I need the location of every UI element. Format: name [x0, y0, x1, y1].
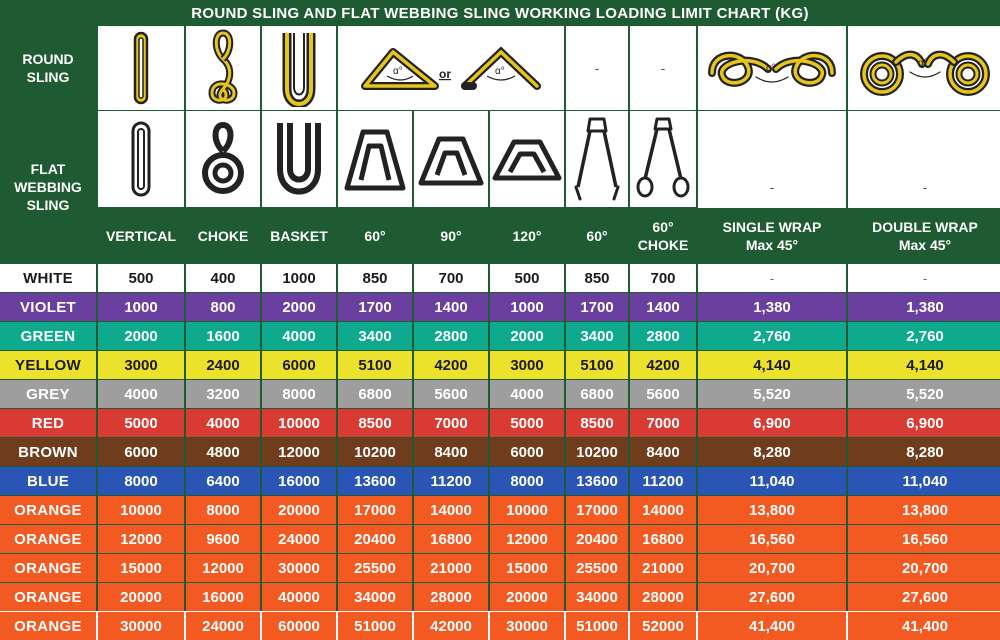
table-cell: 2,760	[848, 322, 1000, 350]
row-label: WHITE	[0, 264, 96, 292]
table-cell: 3200	[186, 380, 260, 408]
table-cell: 25500	[338, 554, 412, 582]
table-cell: 2800	[414, 322, 488, 350]
table-cell: 4,140	[698, 351, 846, 379]
col-head-120: 120°	[490, 208, 564, 263]
table-cell: 16,560	[698, 525, 846, 553]
table-cell: 2000	[490, 322, 564, 350]
table-cell: 28000	[414, 583, 488, 611]
row-label: GREY	[0, 380, 96, 408]
table-cell: 4800	[186, 438, 260, 466]
table-cell: 4000	[262, 322, 336, 350]
flat-90-icon	[414, 111, 488, 207]
table-cell: 25500	[566, 554, 628, 582]
table-cell: 4000	[186, 409, 260, 437]
table-cell: 5,520	[698, 380, 846, 408]
table-cell: 20,700	[848, 554, 1000, 582]
flat-bridle-60-icon	[566, 111, 628, 207]
table-cell: 1700	[338, 293, 412, 321]
row-label: VIOLET	[0, 293, 96, 321]
row-label: RED	[0, 409, 96, 437]
table-cell: 5000	[490, 409, 564, 437]
table-cell: 52000	[630, 612, 696, 640]
alpha-label-right: α°	[495, 66, 505, 77]
table-cell: 1,380	[848, 293, 1000, 321]
table-cell: 1400	[414, 293, 488, 321]
col-head-choke: CHOKE	[186, 208, 260, 263]
table-cell: 700	[414, 264, 488, 292]
table-cell: 17000	[566, 496, 628, 524]
table-cell: 60000	[262, 612, 336, 640]
flat-dash-single-wrap: -	[698, 111, 846, 263]
table-cell: 6,900	[698, 409, 846, 437]
table-cell: 51000	[566, 612, 628, 640]
table-cell: 4000	[98, 380, 184, 408]
table-cell: 42000	[414, 612, 488, 640]
table-cell: 1700	[566, 293, 628, 321]
table-cell: 30000	[262, 554, 336, 582]
table-cell: 8000	[490, 467, 564, 495]
table-cell: 4200	[630, 351, 696, 379]
table-cell: 6000	[98, 438, 184, 466]
load-table	[0, 26, 1000, 635]
table-cell: 2,760	[698, 322, 846, 350]
table-cell: 5,520	[848, 380, 1000, 408]
table-cell: 8000	[98, 467, 184, 495]
table-cell: 3400	[338, 322, 412, 350]
row-label: BROWN	[0, 438, 96, 466]
table-cell: 5100	[566, 351, 628, 379]
col-head-bridle-60: 60°	[566, 208, 628, 263]
table-cell: 5100	[338, 351, 412, 379]
table-cell: 11,040	[848, 467, 1000, 495]
table-cell: 30000	[490, 612, 564, 640]
round-single-wrap-icon	[698, 26, 846, 110]
round-choke-icon	[186, 26, 260, 110]
or-label: or	[439, 67, 451, 81]
table-cell: 8,280	[848, 438, 1000, 466]
table-cell: 5600	[414, 380, 488, 408]
table-cell: 20,700	[698, 554, 846, 582]
table-cell: 3400	[566, 322, 628, 350]
table-cell: 24000	[262, 525, 336, 553]
col-head-60: 60°	[338, 208, 412, 263]
col-head-single-wrap: SINGLE WRAP Max 45°	[698, 208, 846, 263]
table-cell: 40000	[262, 583, 336, 611]
table-cell: 34000	[338, 583, 412, 611]
col-head-vertical: VERTICAL	[98, 208, 184, 263]
col-head-basket: BASKET	[262, 208, 336, 263]
table-cell: 51000	[338, 612, 412, 640]
table-cell: 15000	[490, 554, 564, 582]
table-cell: 16800	[630, 525, 696, 553]
table-cell: 41,400	[698, 612, 846, 640]
table-cell: 500	[98, 264, 184, 292]
table-cell: 10200	[338, 438, 412, 466]
table-cell: 11200	[414, 467, 488, 495]
table-cell: 41,400	[848, 612, 1000, 640]
table-cell: 21000	[630, 554, 696, 582]
table-cell: 8000	[186, 496, 260, 524]
table-cell: 6800	[338, 380, 412, 408]
flat-bridle-choke-icon	[630, 111, 696, 207]
table-cell: 1400	[630, 293, 696, 321]
col-head-double-wrap: DOUBLE WRAP Max 45°	[848, 208, 1000, 263]
table-cell: 10200	[566, 438, 628, 466]
round-vertical-icon	[98, 26, 184, 110]
table-cell: 20400	[338, 525, 412, 553]
table-cell: 4200	[414, 351, 488, 379]
table-cell: 12000	[98, 525, 184, 553]
table-cell: 5000	[98, 409, 184, 437]
table-cell: 24000	[186, 612, 260, 640]
table-cell: 16,560	[848, 525, 1000, 553]
table-cell: 16000	[262, 467, 336, 495]
table-cell: 5600	[630, 380, 696, 408]
table-cell: 3000	[98, 351, 184, 379]
table-cell: 28000	[630, 583, 696, 611]
table-cell: 8,280	[698, 438, 846, 466]
table-cell: 10000	[98, 496, 184, 524]
alpha-label-double: α°	[918, 58, 928, 69]
round-dash-bridle-60: -	[566, 26, 628, 110]
row-label: ORANGE	[0, 554, 96, 582]
table-cell: 400	[186, 264, 260, 292]
col-head-90: 90°	[414, 208, 488, 263]
table-cell: 20400	[566, 525, 628, 553]
round-dash-bridle-choke: -	[630, 26, 696, 110]
table-cell: 10000	[490, 496, 564, 524]
table-cell: 11,040	[698, 467, 846, 495]
table-cell: 16000	[186, 583, 260, 611]
table-cell: 6000	[262, 351, 336, 379]
table-cell: 13,800	[698, 496, 846, 524]
row-label: BLUE	[0, 467, 96, 495]
table-cell: 20000	[98, 583, 184, 611]
flat-webbing-sling-label: FLAT WEBBING SLING	[0, 111, 96, 263]
row-label: ORANGE	[0, 496, 96, 524]
table-cell: 13600	[338, 467, 412, 495]
row-label: ORANGE	[0, 525, 96, 553]
table-cell: 8400	[414, 438, 488, 466]
table-cell: 8400	[630, 438, 696, 466]
chart-title: ROUND SLING AND FLAT WEBBING SLING WORKING LOADING LIMIT CHART (KG)	[191, 4, 809, 22]
table-cell: 27,600	[698, 583, 846, 611]
table-cell: 21000	[414, 554, 488, 582]
flat-60-icon	[338, 111, 412, 207]
table-cell: 1600	[186, 322, 260, 350]
table-cell: 2800	[630, 322, 696, 350]
round-triangle-angle-icon	[338, 26, 564, 110]
table-cell: 20000	[262, 496, 336, 524]
table-cell: 30000	[98, 612, 184, 640]
alpha-label-single: α°	[766, 63, 776, 74]
flat-basket-icon	[262, 111, 336, 207]
table-cell: 12000	[186, 554, 260, 582]
table-cell: 500	[490, 264, 564, 292]
table-cell: 6,900	[848, 409, 1000, 437]
table-cell: 7000	[630, 409, 696, 437]
table-cell: 14000	[630, 496, 696, 524]
flat-vertical-icon	[98, 111, 184, 207]
round-double-wrap-icon	[848, 26, 1000, 110]
table-cell: 700	[630, 264, 696, 292]
table-cell: 850	[566, 264, 628, 292]
table-cell: 17000	[338, 496, 412, 524]
table-cell: 6400	[186, 467, 260, 495]
table-cell: 20000	[490, 583, 564, 611]
row-label: ORANGE	[0, 583, 96, 611]
table-cell: 10000	[262, 409, 336, 437]
table-cell: 16800	[414, 525, 488, 553]
table-cell: 27,600	[848, 583, 1000, 611]
table-cell: 12000	[490, 525, 564, 553]
table-cell: 3000	[490, 351, 564, 379]
table-cell: 11200	[630, 467, 696, 495]
table-cell: 13,800	[848, 496, 1000, 524]
table-cell: 9600	[186, 525, 260, 553]
table-cell: 1000	[98, 293, 184, 321]
table-cell: 1000	[490, 293, 564, 321]
row-label: GREEN	[0, 322, 96, 350]
table-cell: 15000	[98, 554, 184, 582]
table-cell: 34000	[566, 583, 628, 611]
table-cell: 1,380	[698, 293, 846, 321]
flat-dash-double-wrap: -	[848, 111, 1000, 263]
table-cell: -	[698, 264, 846, 292]
round-sling-label: ROUND SLING	[0, 26, 96, 110]
col-head-60-choke: 60° CHOKE	[630, 208, 696, 263]
table-cell: -	[848, 264, 1000, 292]
alpha-label-left: α°	[393, 66, 403, 77]
row-label: ORANGE	[0, 612, 96, 640]
table-cell: 2400	[186, 351, 260, 379]
table-cell: 14000	[414, 496, 488, 524]
table-cell: 850	[338, 264, 412, 292]
table-cell: 8000	[262, 380, 336, 408]
table-cell: 13600	[566, 467, 628, 495]
table-cell: 1000	[262, 264, 336, 292]
table-cell: 8500	[566, 409, 628, 437]
table-cell: 4000	[490, 380, 564, 408]
table-cell: 6000	[490, 438, 564, 466]
table-cell: 6800	[566, 380, 628, 408]
table-cell: 12000	[262, 438, 336, 466]
table-cell: 4,140	[848, 351, 1000, 379]
table-cell: 8500	[338, 409, 412, 437]
table-cell: 7000	[414, 409, 488, 437]
flat-120-icon	[490, 111, 564, 207]
flat-choke-icon	[186, 111, 260, 207]
round-basket-icon	[262, 26, 336, 110]
table-cell: 2000	[262, 293, 336, 321]
table-cell: 2000	[98, 322, 184, 350]
table-cell: 800	[186, 293, 260, 321]
row-label: YELLOW	[0, 351, 96, 379]
